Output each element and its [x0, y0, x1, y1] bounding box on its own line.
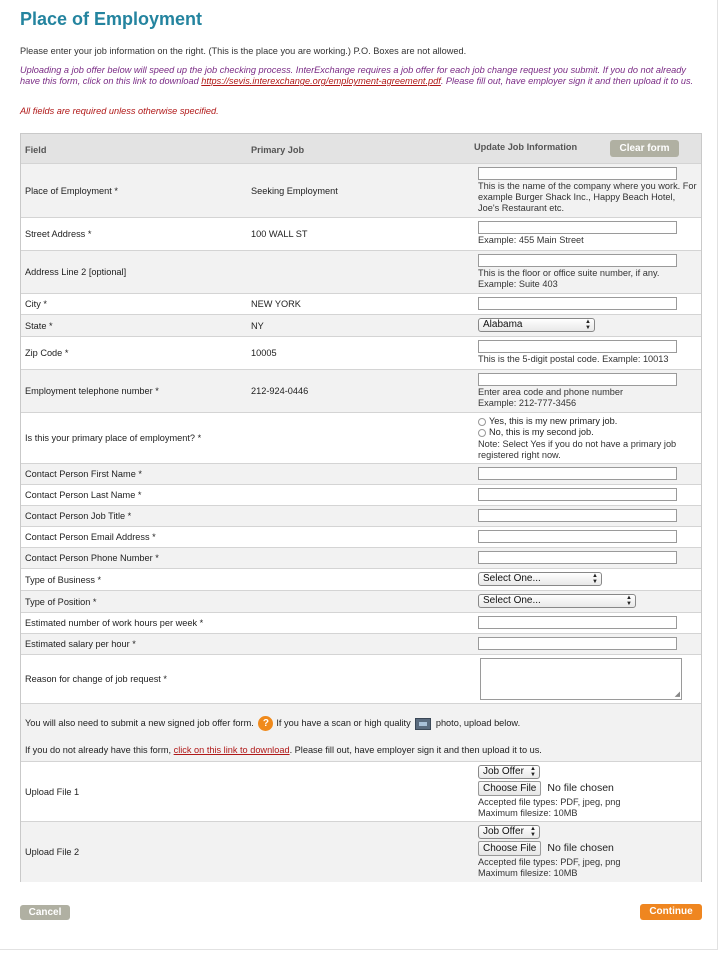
field-label: Estimated salary per hour * — [25, 639, 136, 649]
primary-value: 10005 — [251, 348, 277, 358]
contact-email-input[interactable] — [478, 530, 677, 543]
upload-1-choose-file-button[interactable]: Choose File — [478, 781, 541, 796]
upload-1-doc-type-select[interactable] — [478, 765, 540, 779]
primary-yes-label: Yes, this is my new primary job. — [489, 416, 618, 426]
primary-value: 212-924-0446 — [251, 386, 309, 396]
upload-2-doc-type-select[interactable] — [478, 825, 540, 839]
row-address-line-2 — [21, 251, 701, 294]
row-type-of-position — [21, 591, 701, 613]
field-label: Contact Person First Name * — [25, 469, 142, 479]
header-field: Field — [25, 145, 47, 155]
offer-line-2 — [25, 745, 542, 755]
type-of-position-select[interactable] — [478, 594, 636, 608]
primary-value: 100 WALL ST — [251, 229, 308, 239]
place-hint: This is the name of the company where you work. For example Burger Shack Inc., Happy Beach Hotel, Joe's Restaurant etc. — [478, 181, 697, 213]
field-label: Upload File 1 — [25, 786, 80, 797]
row-contact-job-title — [21, 506, 701, 527]
contact-phone-input[interactable] — [478, 551, 677, 564]
continue-button[interactable]: Continue — [640, 904, 702, 920]
upload-notice — [20, 65, 700, 87]
row-contact-phone — [21, 548, 701, 569]
employment-agreement-link[interactable]: https://sevis.interexchange.org/employment-agreement.pdf — [201, 76, 441, 86]
row-contact-first-name — [21, 464, 701, 485]
primary-no-radio[interactable] — [478, 429, 486, 437]
offer-line-1 — [25, 716, 520, 731]
place-of-employment-input[interactable] — [478, 167, 677, 180]
notice-text: Uploading a job offer below will speed up the job checking process. InterExchange requires a job offer for each job change request you submit. If you do not already have this form, click on this link to download — [20, 65, 686, 86]
row-street-address — [21, 218, 701, 251]
field-label: Is this your primary place of employment? * — [25, 433, 202, 443]
row-upload-file-2 — [21, 822, 701, 882]
upload-1-file-status: No file chosen — [547, 782, 614, 794]
offer-text-b: If you have a scan or high quality — [276, 717, 411, 728]
state-select[interactable] — [478, 318, 595, 332]
row-place-of-employment — [21, 164, 701, 218]
select-arrows-icon: ▲ ▼ — [585, 319, 591, 331]
primary-value: NY — [251, 320, 264, 331]
row-employment-phone — [21, 370, 701, 413]
notice-text-after: . Please fill out, have employer sign it and then upload it to us. — [440, 76, 694, 86]
row-upload-file-1 — [21, 762, 701, 822]
resize-grip-icon[interactable]: ◢ — [674, 691, 680, 698]
type-of-business-select[interactable] — [478, 572, 602, 586]
primary-note: Note: Select Yes if you do not have a primary job registered right now. — [478, 439, 677, 460]
field-label: Contact Person Job Title * — [25, 511, 132, 521]
cancel-button[interactable]: Cancel — [20, 905, 70, 920]
primary-yes-radio[interactable] — [478, 418, 486, 426]
field-label: Upload File 2 — [25, 847, 80, 857]
field-label: Contact Person Last Name * — [25, 490, 142, 500]
select-arrows-icon: ▲ ▼ — [530, 766, 536, 778]
zip-hint: This is the 5-digit postal code. Example: 10013 — [478, 354, 669, 364]
upload-1-types: Accepted file types: PDF, jpeg, png — [478, 797, 621, 807]
offer-text-d: If you do not already have this form, — [25, 745, 174, 755]
field-label: Estimated number of work hours per week * — [25, 618, 204, 628]
zip-code-input[interactable] — [478, 340, 677, 353]
clear-form-button[interactable]: Clear form — [610, 140, 679, 157]
address2-hint: This is the floor or office suite number, if any. Example: Suite 403 — [478, 268, 660, 289]
row-zip — [21, 337, 701, 370]
upload-2-choose-file-button[interactable]: Choose File — [478, 841, 541, 856]
field-label: Type of Business * — [25, 574, 102, 585]
offer-text-a: You will also need to submit a new signed job offer form. — [25, 717, 254, 728]
job-form — [20, 133, 702, 882]
field-label: Street Address * — [25, 229, 92, 239]
street-address-input[interactable] — [478, 221, 677, 234]
page-title: Place of Employment — [20, 9, 203, 29]
select-arrows-icon: ▲ ▼ — [530, 826, 536, 838]
upload-2-max-size: Maximum filesize: 10MB — [478, 868, 578, 878]
row-reason — [21, 655, 701, 704]
offer-text-e: . Please fill out, have employer sign it and then upload it to us. — [289, 745, 542, 755]
row-contact-email — [21, 527, 701, 548]
position-selected-value: Select One... — [483, 595, 541, 606]
row-work-hours — [21, 613, 701, 634]
primary-no-label: No, this is my second job. — [489, 427, 594, 437]
row-contact-last-name — [21, 485, 701, 506]
city-input[interactable] — [478, 297, 677, 310]
state-selected-value: Alabama — [483, 319, 523, 330]
header-primary-job: Primary Job — [251, 145, 305, 155]
field-label: Employment telephone number * — [25, 386, 159, 396]
upload-1-doc-type: Job Offer — [483, 766, 524, 777]
field-label: Zip Code * — [25, 348, 69, 358]
row-salary — [21, 634, 701, 655]
header-update-job: Update Job Information — [474, 142, 578, 152]
upload-2-doc-type: Job Offer — [483, 826, 524, 837]
field-label: Type of Position * — [25, 596, 97, 607]
field-label: Reason for change of job request * — [25, 674, 167, 684]
field-label: Contact Person Email Address * — [25, 532, 156, 542]
work-hours-input[interactable] — [478, 616, 677, 629]
phone-hint: Enter area code and phone number Example: 212-777-3456 — [478, 387, 624, 408]
help-icon[interactable]: ? — [258, 716, 273, 731]
upload-1-max-size: Maximum filesize: 10MB — [478, 808, 578, 818]
reason-textarea[interactable] — [480, 658, 682, 700]
row-state — [21, 315, 701, 337]
row-city — [21, 294, 701, 315]
photo-icon — [415, 718, 431, 730]
field-label: City * — [25, 299, 47, 309]
select-arrows-icon: ▲ ▼ — [592, 573, 598, 585]
field-label: Address Line 2 [optional] — [25, 267, 127, 277]
required-note: All fields are required unless otherwise specified. — [20, 106, 219, 116]
contact-job-title-input[interactable] — [478, 509, 677, 522]
intro-text: Please enter your job information on the right. (This is the place you are working.) P.O. Boxes are not allowed. — [20, 46, 467, 56]
upload-2-file-status: No file chosen — [547, 842, 614, 854]
select-arrows-icon: ▲ ▼ — [626, 595, 632, 607]
row-type-of-business — [21, 569, 701, 591]
street-hint: Example: 455 Main Street — [478, 235, 584, 245]
primary-value: NEW YORK — [251, 299, 301, 309]
salary-input[interactable] — [478, 637, 677, 650]
address-line-2-input[interactable] — [478, 254, 677, 267]
row-job-offer-info — [21, 704, 701, 762]
employment-phone-input[interactable] — [478, 373, 677, 386]
contact-last-name-input[interactable] — [478, 488, 677, 501]
field-label: State * — [25, 320, 53, 331]
business-selected-value: Select One... — [483, 573, 541, 584]
download-form-link[interactable]: click on this link to download — [173, 745, 290, 755]
contact-first-name-input[interactable] — [478, 467, 677, 480]
upload-2-types: Accepted file types: PDF, jpeg, png — [478, 857, 621, 867]
row-primary-place — [21, 413, 701, 464]
offer-text-c: photo, upload below. — [435, 717, 521, 728]
table-header — [21, 134, 701, 164]
primary-value: Seeking Employment — [251, 185, 338, 196]
field-label: Place of Employment * — [25, 185, 118, 196]
field-label: Contact Person Phone Number * — [25, 553, 159, 563]
